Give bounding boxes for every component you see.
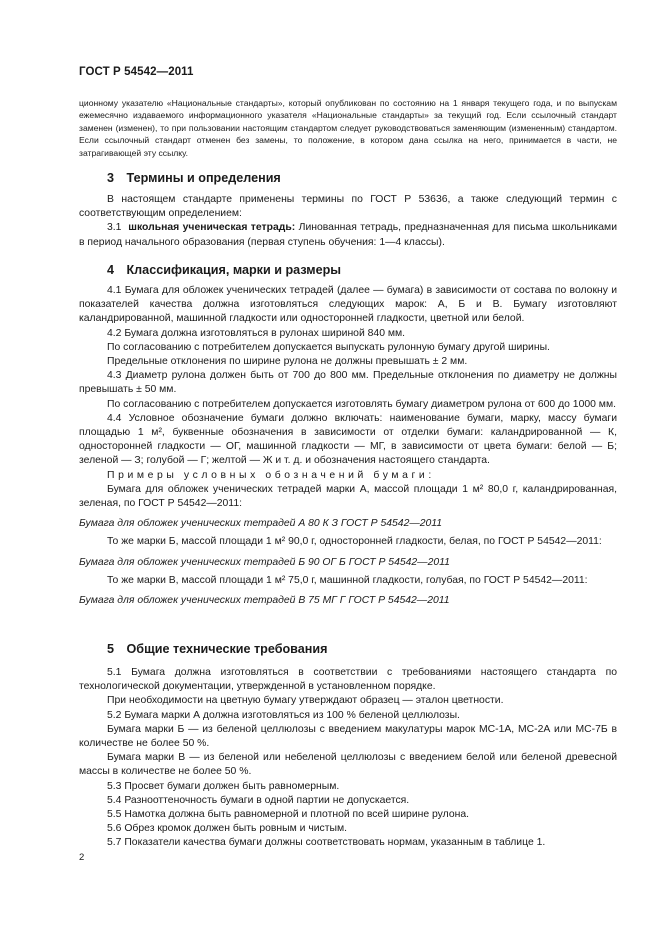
para-4-3b: По согласованию с потребителем допускается изготовлять бумагу диаметром рулона от 600 до 1000 мм. <box>107 398 616 410</box>
para-5-3: 5.3 Просвет бумаги должен быть равномерным. <box>107 780 340 792</box>
term-name: школьная ученическая тетрадь: <box>128 222 296 234</box>
para-5-4: 5.4 Разнооттеночность бумаги в одной партии не допускается. <box>107 794 410 806</box>
para-4-1: 4.1 Бумага для обложек ученических тетрадей (далее — бумага) в зависимости от состава по волокну и показателей качества должна изготовляться следующих марок: А, Б и В. Бумагу изготовляют каландрированной, машинной гладкости или односторонней гладкости, цветной или белой. <box>79 285 617 325</box>
section-3-para-1: В настоящем стандарте применены термины по ГОСТ Р 53636, а также следующий термин с соответствующим определением: <box>79 194 617 220</box>
para-4-2c: Предельные отклонения по ширине рулона не должны превышать ± 2 мм. <box>107 356 468 368</box>
example-3-text: То же марки В, массой площади 1 м² 75,0 г, машинной гладкости, голубая, по ГОСТ Р 54542—2011: <box>107 574 588 586</box>
section-5-heading <box>107 642 327 656</box>
para-4-2: 4.2 Бумага должна изготовляться в рулонах шириной 840 мм. <box>107 327 406 339</box>
para-4-2b: По согласованию с потребителем допускается выпускать рулонную бумагу другой ширины. <box>107 341 550 353</box>
section-5-title: Общие технические требования <box>126 642 328 656</box>
section-3-heading <box>107 171 281 185</box>
intro-text: ционному указателю «Национальные стандарты», который опубликован по состоянию на 1 января текущего года, и по выпускам ежемесячно издаваемого информационного указателя «Национальные стандарты» за текущий год. Если ссылочный стандарт заменен (изменен), то при пользовании настоящим стандартом следует руководствоваться заменяющим (измененным) стандартом. Если ссылочный стандарт отменен без замены, то положение, в котором дана ссылка на него, принимается в части, не затрагивающей эту ссылку. <box>79 98 617 158</box>
section-4-number: 4 <box>107 263 115 277</box>
para-5-1b: При необходимости на цветную бумагу утверждают образец — эталон цветности. <box>107 695 504 707</box>
example-3-designation: Бумага для обложек ученических тетрадей В 75 МГ Г ГОСТ Р 54542—2011 <box>79 595 450 607</box>
section-5-body <box>79 666 617 851</box>
term-3-1 <box>79 221 617 249</box>
example-1-designation: Бумага для обложек ученических тетрадей А 80 К З ГОСТ Р 54542—2011 <box>79 518 443 530</box>
section-4-body <box>79 284 617 612</box>
document-header: ГОСТ Р 54542—2011 <box>79 66 194 78</box>
para-5-6: 5.6 Обрез кромок должен быть ровным и чистым. <box>107 823 347 835</box>
para-4-3: 4.3 Диаметр рулона должен быть от 700 до 800 мм. Предельные отклонения по диаметру не должны превышать ± 50 мм. <box>79 370 617 396</box>
para-5-1: 5.1 Бумага должна изготовляться в соответствии с требованиями настоящего стандарта по технологической документации, утвержденной в установленном порядке. <box>79 667 617 693</box>
para-5-2b: Бумага марки Б — из беленой целлюлозы с введением макулатуры марок МС-1А, МС-2А или МС-7Б в количестве не более 50 %. <box>79 723 617 750</box>
intro-paragraph <box>79 97 617 159</box>
example-1-text: Бумага для обложек ученических тетрадей марки А, массой площади 1 м² 80,0 г, каландрированная, зеленая, по ГОСТ Р 54542—2011: <box>79 483 617 510</box>
para-5-7: 5.7 Показатели качества бумаги должны соответствовать нормам, указанным в таблице 1. <box>107 837 546 849</box>
section-3-title: Термины и определения <box>126 171 281 185</box>
section-3-body <box>79 193 617 250</box>
section-4-title: Классификация, марки и размеры <box>126 263 342 277</box>
para-4-4: 4.4 Условное обозначение бумаги должно включать: наименование бумаги, марку, массу бумаги площадью 1 м², буквенные обозначения в зависимости от отделки бумаги: каландрированной — К, односторонней гладкости — ОГ, машинной гладкости — МГ, в зависимости от цвета бумаги: белой — Б; зеленой — З; голубой — Г; желтой — Ж и т. д. и обозначения настоящего стандарта. <box>79 412 617 467</box>
example-2-text: То же марки Б, массой площади 1 м² 90,0 г, односторонней гладкости, белая, по ГОСТ Р 54542—2011: <box>107 536 602 548</box>
section-5-number: 5 <box>107 642 115 656</box>
term-definition: Линованная тетрадь, предназначенная для письма школьниками в период начального образования (первая ступень обучения: 1—4 классы). <box>79 222 617 248</box>
examples-label: Примеры условных обозначений бумаги: <box>107 469 435 481</box>
page-number: 2 <box>79 852 85 863</box>
para-5-2: 5.2 Бумага марки А должна изготовляться из 100 % беленой целлюлозы. <box>107 709 460 721</box>
section-3-number: 3 <box>107 171 115 185</box>
example-2-designation: Бумага для обложек ученических тетрадей Б 90 ОГ Б ГОСТ Р 54542—2011 <box>79 556 450 568</box>
para-5-5: 5.5 Намотка должна быть равномерной и плотной по всей ширине рулона. <box>107 809 470 821</box>
section-4-heading <box>107 263 341 277</box>
para-5-2c: Бумага марки В — из беленой или небеленой целлюлозы с введением белой или беленой древесной массы в количестве не более 50 %. <box>79 752 617 778</box>
term-number: 3.1 <box>107 222 122 234</box>
